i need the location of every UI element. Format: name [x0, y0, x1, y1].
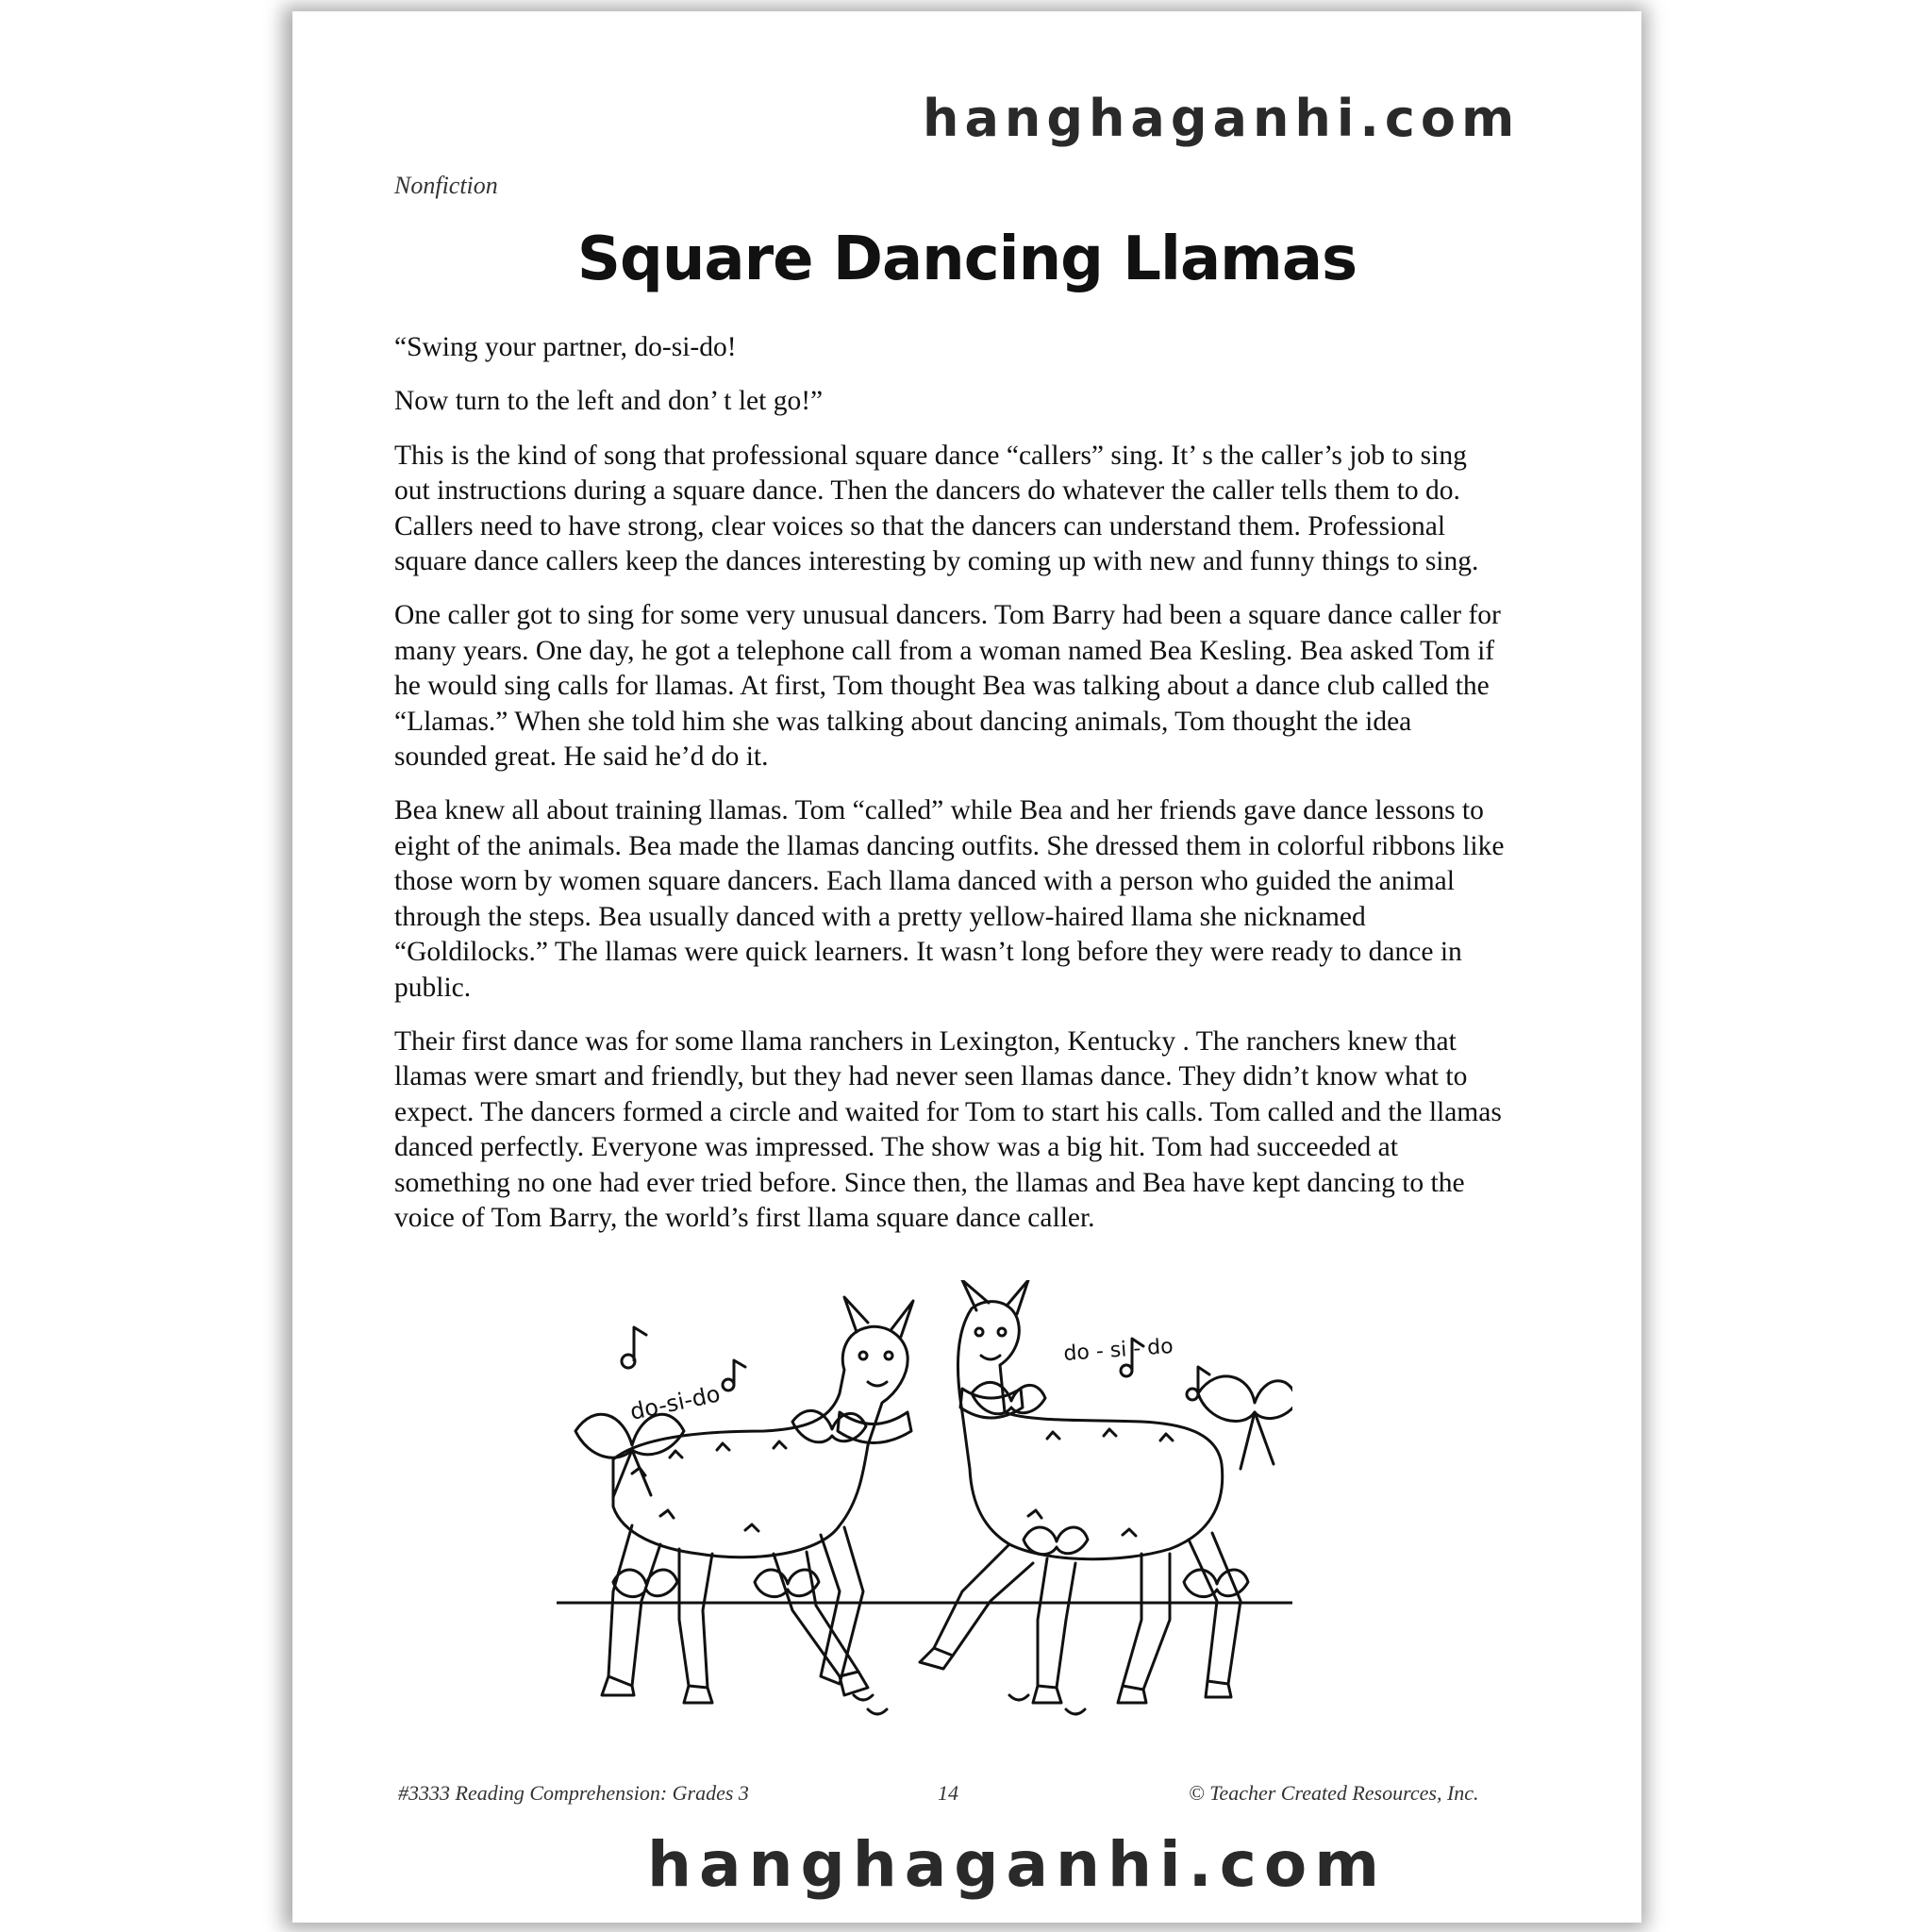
story-paragraph: Now turn to the left and don’ t let go!”: [394, 386, 824, 417]
story-paragraph: This is the kind of song that professional square dance “callers” sing. It’ s the caller’s job to sing out instructions during a square dance. Then the dancers do whatever the caller tells them to do. Callers need to have strong, clear voices so that the dancers can understand them. Professional square dance callers keep the dances interesting by coming up with new and funny things to sing.: [394, 440, 1479, 577]
left-do-si-do-label: do-si-do: [627, 1380, 723, 1425]
right-do-si-do-label: do - si - do: [1062, 1334, 1174, 1366]
watermark-bottom: hanghaganhi.com: [647, 1828, 1387, 1901]
footer-copyright: © Teacher Created Resources, Inc.: [1189, 1781, 1479, 1805]
story-body: [394, 330, 1507, 1255]
genre-label: Nonfiction: [394, 172, 498, 199]
left-llama-drawing: [575, 1297, 913, 1714]
footer-book-title: #3333 Reading Comprehension: Grades 3: [398, 1781, 749, 1805]
worksheet-page: [292, 11, 1641, 1923]
story-paragraph: “Swing your partner, do-si-do!: [394, 332, 737, 362]
watermark-top: hanghaganhi.com: [923, 89, 1521, 148]
story-paragraph: Their first dance was for some llama ranchers in Lexington, Kentucky . The ranchers knew that llamas were smart and friendly, but they had never seen llamas dance. They didn’t know what to expect. The dancers formed a circle and waited for Tom to start his calls. Tom called and the llamas danced perfectly. Everyone was impressed. The show was a big hit. Tom had succeeded at something no one had ever tried before. Since then, the llamas and Bea have kept dancing to the voice of Tom Barry, the world’s first llama square dance caller.: [394, 1025, 1502, 1233]
story-paragraph: One caller got to sing for some very unusual dancers. Tom Barry had been a square dance caller for many years. One day, he got a telephone call from a woman named Bea Kesling. Bea asked Tom if he would sing calls for llamas. At first, Tom thought Bea was talking about a dance club called the “Llamas.” When she told him she was talking about dancing animals, Tom thought the idea sounded great. He said he’d do it.: [394, 600, 1501, 773]
footer-page-number: 14: [938, 1781, 958, 1805]
story-paragraph: Bea knew all about training llamas. Tom “called” while Bea and her friends gave dance lessons to eight of the animals. Bea made the llamas dancing outfits. She dressed them in colorful ribbons like those worn by women square dancers. Each llama danced with a person who guided the animal through the steps. Bea usually danced with a pretty yellow-haired llama she nicknamed “Goldilocks.” The llamas were quick learners. It wasn’t long before they were ready to dance in public.: [394, 795, 1505, 1003]
dancing-llamas-illustration: [557, 1280, 1292, 1752]
page-title: Square Dancing Llamas: [576, 225, 1357, 294]
